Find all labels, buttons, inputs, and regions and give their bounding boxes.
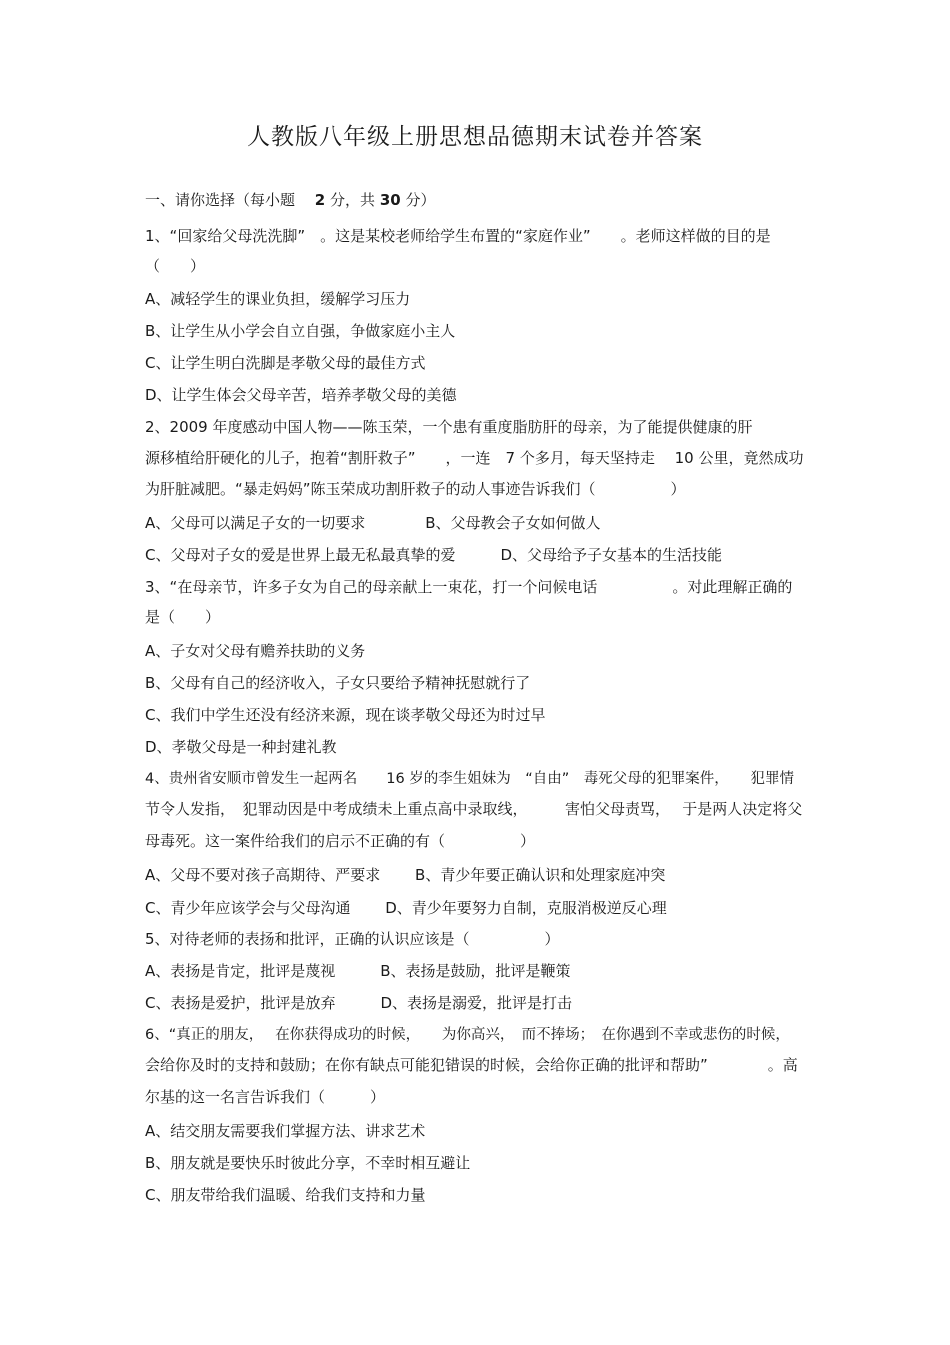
question-5-stem: 5、对待老师的表扬和批评，正确的认识应该是（ ）: [145, 930, 560, 948]
question-1-bracket: （ ）: [145, 257, 206, 275]
question-1-option-a: A、减轻学生的课业负担，缓解学习压力: [145, 290, 411, 308]
document-title: 人教版八年级上册思想品德期末试卷并答案: [247, 124, 703, 150]
question-3-option-c: C、我们中学生还没有经济来源，现在谈孝敬父母还为时过早: [145, 706, 546, 724]
question-6-option-a: A、结交朋友需要我们掌握方法、讲求艺术: [145, 1122, 426, 1140]
question-4-stem-line-2: 节令人发指， 犯罪动因是中考成绩未上重点高中录取线， 害怕父母责骂， 于是两人决定将父: [145, 800, 803, 818]
question-1-option-d: D、让学生体会父母辛苦，培养孝敬父母的美德: [145, 386, 457, 404]
question-1-option-b: B、让学生从小学会自立自强，争做家庭小主人: [145, 322, 456, 340]
question-3-option-d: D、孝敬父母是一种封建礼教: [145, 738, 337, 756]
question-6-stem-line-3: 尔基的这一名言告诉我们（ ）: [145, 1088, 386, 1106]
question-2-options-ab: A、父母可以满足子女的一切要求 B、父母教会子女如何做人: [145, 514, 601, 532]
question-2-stem-line-3: 为肝脏减肥。“暴走妈妈”陈玉荣成功割肝救子的动人事迹告诉我们（ ）: [145, 480, 686, 498]
question-6-option-b: B、朋友就是要快乐时彼此分享，不幸时相互避让: [145, 1154, 471, 1172]
question-3-stem-line-1: 3、“在母亲节，许多子女为自己的母亲献上一束花，打一个问候电话 。对此理解正确的: [145, 578, 793, 596]
question-1-stem: 1、“回家给父母洗洗脚” 。这是某校老师给学生布置的“家庭作业” 。老师这样做的目的是: [145, 227, 771, 245]
question-3-option-b: B、父母有自己的经济收入，子女只要给予精神抚慰就行了: [145, 674, 531, 692]
question-4-stem-line-1: 4、贵州省安顺市曾发生一起两名 16 岁的李生姐妹为 “自由” 毒死父母的犯罪案件， 犯罪情: [145, 771, 795, 787]
question-4-options-ab: A、父母不要对孩子高期待、严要求 B、青少年要正确认识和处理家庭冲突: [145, 866, 666, 884]
question-6-stem-line-2: 会给你及时的支持和鼓励；在你有缺点可能犯错误的时候，会给你正确的批评和帮助” 。高: [145, 1056, 798, 1074]
question-5-options-cd: C、表扬是爱护，批评是放弃 D、表扬是溺爱，批评是打击: [145, 994, 573, 1012]
question-3-stem-line-2: 是（ ）: [145, 608, 221, 626]
question-4-options-cd: C、青少年应该学会与父母沟通 D、青少年要努力自制，克服消极逆反心理: [145, 899, 667, 917]
question-1-option-c: C、让学生明白洗脚是孝敬父母的最佳方式: [145, 354, 426, 372]
question-6-option-c: C、朋友带给我们温暖、给我们支持和力量: [145, 1186, 426, 1204]
question-5-options-ab: A、表扬是肯定，批评是蔑视 B、表扬是鼓励，批评是鞭策: [145, 962, 571, 980]
question-2-stem-line-1: 2、2009 年度感动中国人物——陈玉荣，一个患有重度脂肪肝的母亲，为了能提供健康的肝: [145, 418, 753, 436]
question-4-stem-line-3: 母毒死。这一案件给我们的启示不正确的有（ ）: [145, 832, 536, 850]
question-2-stem-line-2: 源移植给肝硬化的儿子，抱着“割肝救子” ，一连 7 个多月，每天坚持走 10 公里，竟然成功: [145, 449, 804, 467]
question-6-stem-line-1: 6、“真正的朋友， 在你获得成功的时候， 为你高兴， 而不捧场； 在你遇到不幸或悲伤的时候，: [145, 1027, 790, 1043]
question-2-options-cd: C、父母对子女的爱是世界上最无私最真挚的爱 D、父母给予子女基本的生活技能: [145, 546, 723, 564]
section-heading: 一、请你选择（每小题 2 分，共 30 分）: [145, 191, 436, 209]
question-3-option-a: A、子女对父母有赡养扶助的义务: [145, 642, 366, 660]
